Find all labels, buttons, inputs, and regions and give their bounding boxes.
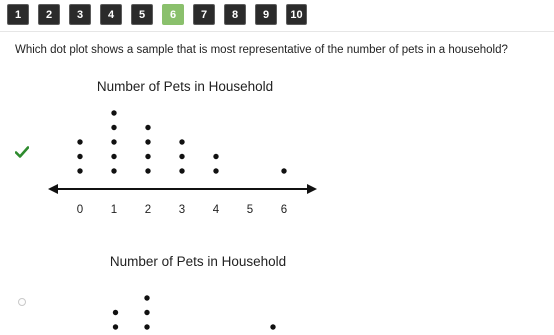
chart-title: Number of Pets in Household	[96, 79, 274, 94]
question-nav-button-2[interactable]: 2	[38, 4, 60, 25]
data-dot	[179, 154, 184, 159]
tick-label: 1	[110, 204, 118, 216]
data-dot	[144, 324, 149, 329]
data-dot	[144, 295, 149, 300]
data-dot	[145, 139, 150, 144]
data-dot	[111, 139, 116, 144]
data-dot	[113, 310, 118, 315]
tick-label: 3	[178, 204, 186, 216]
tick-label: 4	[212, 204, 220, 216]
data-dot	[113, 324, 118, 329]
tick-label: 6	[280, 204, 288, 216]
nav-divider	[0, 31, 554, 32]
answer-option-2[interactable]	[0, 240, 554, 335]
question-nav-button-7[interactable]: 7	[193, 4, 215, 25]
dot-plot-option-2	[0, 240, 554, 335]
question-nav-button-4[interactable]: 4	[100, 4, 122, 25]
data-dot	[179, 139, 184, 144]
data-dot	[270, 324, 275, 329]
question-nav-button-8[interactable]: 8	[224, 4, 246, 25]
data-dot	[144, 310, 149, 315]
answer-option-1[interactable]	[0, 68, 554, 228]
tick-label: 5	[246, 204, 254, 216]
question-nav-button-10[interactable]: 10	[286, 4, 307, 25]
tick-label: 2	[144, 204, 152, 216]
left-arrow-icon	[48, 184, 58, 194]
data-dot	[145, 168, 150, 173]
question-nav-button-5[interactable]: 5	[131, 4, 153, 25]
data-dot	[281, 168, 286, 173]
data-dot	[111, 168, 116, 173]
question-nav-button-1[interactable]: 1	[7, 4, 29, 25]
dot-plot-option-1	[0, 68, 554, 228]
right-arrow-icon	[307, 184, 317, 194]
question-text: Which dot plot shows a sample that is most representative of the number of pets in a household?	[15, 44, 508, 56]
data-dot	[145, 125, 150, 130]
data-dot	[77, 168, 82, 173]
question-nav-button-6[interactable]: 6	[162, 4, 184, 25]
data-dot	[111, 154, 116, 159]
data-dot	[213, 154, 218, 159]
question-nav-bar	[0, 0, 554, 32]
chart-title: Number of Pets in Household	[109, 254, 287, 269]
data-dot	[145, 154, 150, 159]
data-dot	[213, 168, 218, 173]
data-dot	[111, 110, 116, 115]
tick-label: 0	[76, 204, 84, 216]
data-dot	[77, 139, 82, 144]
question-nav-button-9[interactable]: 9	[255, 4, 277, 25]
data-dot	[77, 154, 82, 159]
data-dot	[179, 168, 184, 173]
data-dot	[111, 125, 116, 130]
question-nav-button-3[interactable]: 3	[69, 4, 91, 25]
